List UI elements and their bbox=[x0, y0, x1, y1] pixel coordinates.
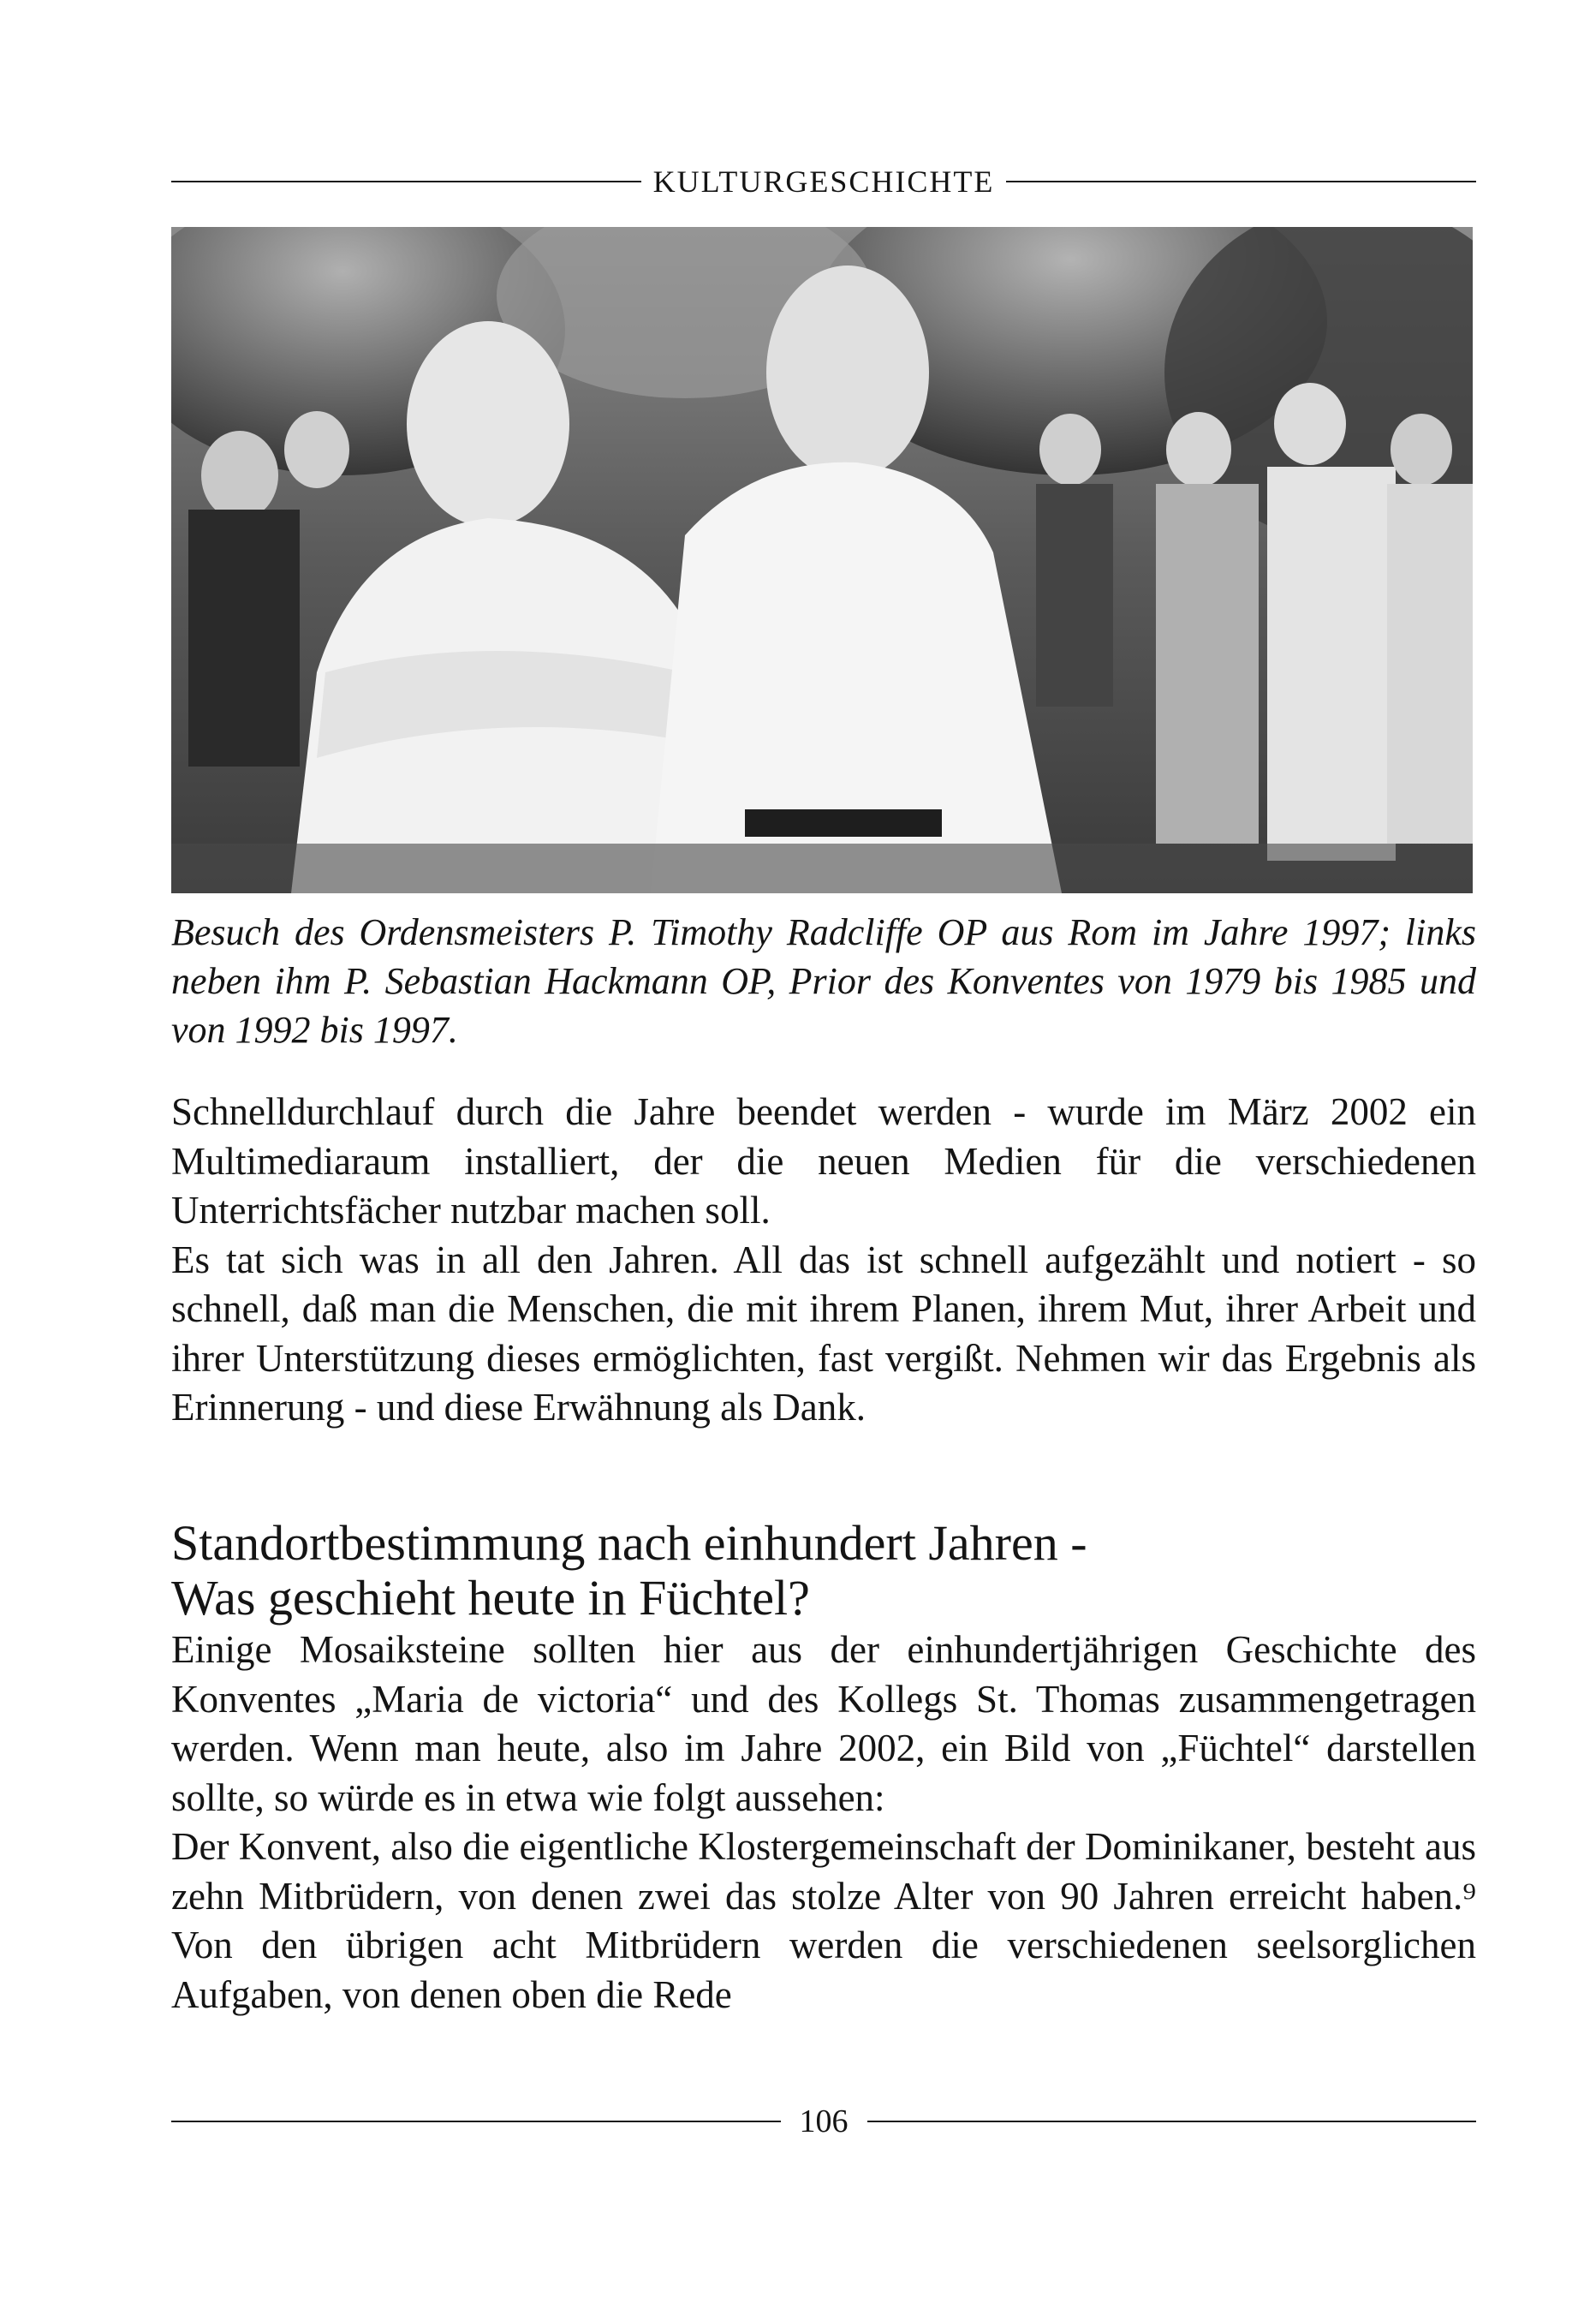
photograph-icon bbox=[171, 227, 1473, 893]
page-number: 106 bbox=[799, 2103, 849, 2139]
header-rule-right bbox=[1006, 181, 1476, 182]
footer-rule-left bbox=[171, 2121, 781, 2122]
body-section-1 bbox=[171, 1088, 1476, 1433]
photograph bbox=[171, 227, 1473, 893]
page-footer bbox=[171, 2100, 1476, 2143]
paragraph: Es tat sich was in all den Jahren. All das ist schnell aufgezählt und notiert - so schnell, daß man die Menschen, die mit ihrem Planen, ihrem Mut, ihrer Arbeit und ihrer Unterstützung dieses ermöglichten, fast vergißt. Nehmen wir das Ergebnis als Erinnerung - und diese Erwähnung als Dank. bbox=[171, 1238, 1476, 1429]
paragraph: Der Konvent, also die eigentliche Klostergemeinschaft der Dominikaner, besteht aus zehn Mitbrüdern, von denen zwei das stolze Alter von 90 Jahren erreicht haben.⁹ Von den übrigen acht Mitbrüdern werden die verschiedenen seelsorglichen Aufgaben, von denen oben die Rede bbox=[171, 1825, 1476, 2016]
heading-line-2: Was geschieht heute in Füchtel? bbox=[171, 1570, 810, 1626]
running-header bbox=[171, 157, 1476, 206]
header-rule-left bbox=[171, 181, 641, 182]
section-title: KULTURGESCHICHTE bbox=[652, 164, 995, 199]
photo-caption: Besuch des Ordensmeisters P. Timothy Radcliffe OP aus Rom im Jahre 1997; links neben ihm P. Sebastian Hackmann OP, Prior des Konventes von 1979 bis 1985 und von 1992 bis 1997. bbox=[171, 911, 1476, 1051]
paragraph: Schnelldurchlauf durch die Jahre beendet werden - wurde im März 2002 ein Multimediaraum installiert, der die neuen Medien für die verschiedenen Unterrichtsfächer nutzbar machen soll. bbox=[171, 1090, 1476, 1232]
section-heading bbox=[171, 1516, 1476, 1626]
body-section-2 bbox=[171, 1626, 1476, 2020]
paragraph: Einige Mosaiksteine sollten hier aus der einhundertjährigen Geschichte des Konventes „Maria de victoria“ und des Kollegs St. Thomas zusammengetragen werden. Wenn man heute, also im Jahre 2002, ein Bild von „Füchtel“ darstellen sollte, so würde es in etwa wie folgt aussehen: bbox=[171, 1628, 1476, 1819]
heading-line-1: Standortbestimmung nach einhundert Jahren - bbox=[171, 1515, 1087, 1571]
footer-rule-right bbox=[867, 2121, 1477, 2122]
